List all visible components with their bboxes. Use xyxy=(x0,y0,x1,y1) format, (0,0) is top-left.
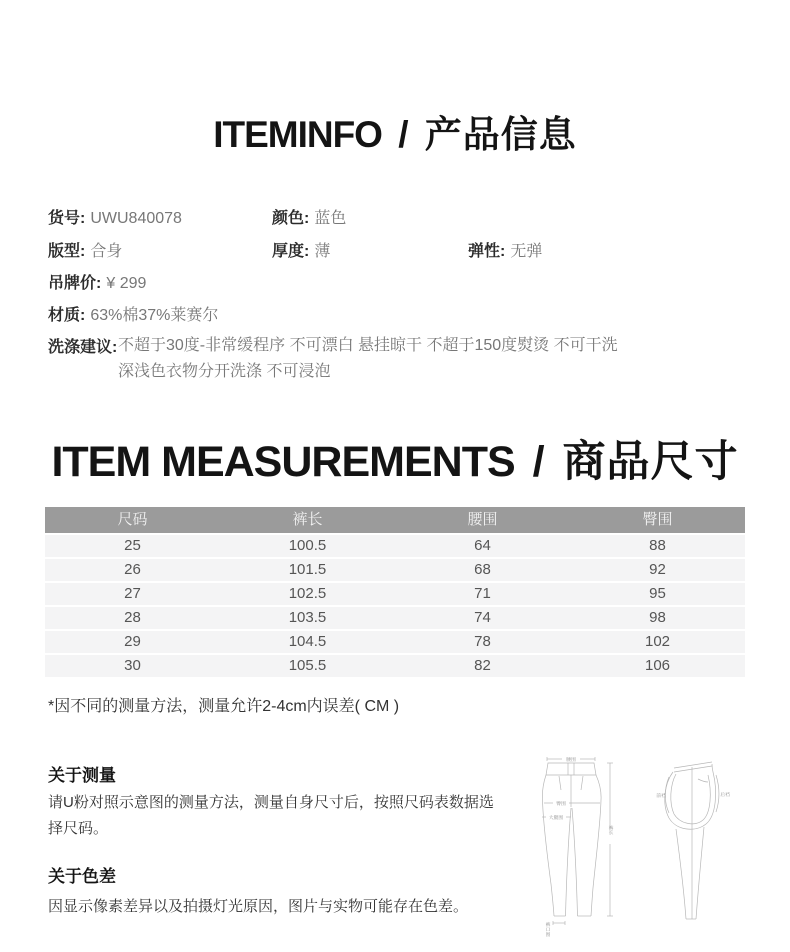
size-table xyxy=(45,507,745,677)
hip-label: 臀围 xyxy=(556,802,566,807)
cell-hip: 95 xyxy=(649,585,666,602)
cell-pant-length: 105.5 xyxy=(288,657,327,674)
cell-pant-length: 102.5 xyxy=(288,585,327,602)
about-color-heading: 关于色差 xyxy=(48,867,116,886)
field-elasticity-value: 无弹 xyxy=(510,243,543,260)
table-row xyxy=(45,655,745,677)
field-fit-label: 版型: xyxy=(48,243,86,260)
washing-line-1: 不超于30度-非常缓程序 不可漂白 悬挂晾干 不超于150度熨烫 不可干洗 xyxy=(118,337,618,354)
washing-line-2: 深浅色衣物分开洗涤 不可浸泡 xyxy=(118,363,331,380)
length-label: 裤长 xyxy=(607,825,613,835)
title-measurements-cn: 商品尺寸 xyxy=(562,438,739,486)
field-fit xyxy=(48,238,122,261)
front-rise-label: 前裆 xyxy=(656,794,666,799)
cell-hip: 98 xyxy=(649,609,666,626)
field-elasticity xyxy=(468,238,542,261)
pants-front-view-drawing xyxy=(542,756,613,938)
about-color-text: 因显示像素差异以及拍摄灯光原因，图片与实物可能存在色差。 xyxy=(48,898,469,915)
cell-waist: 68 xyxy=(474,561,491,578)
size-table-header-row xyxy=(45,507,745,533)
cell-size: 29 xyxy=(124,633,141,650)
table-row xyxy=(45,583,745,605)
hem-label: 裤口围 xyxy=(544,922,550,937)
cell-waist: 71 xyxy=(474,585,491,602)
size-table-header-hip: 臀围 xyxy=(642,511,673,528)
field-material-value: 63%棉37%莱赛尔 xyxy=(90,307,219,324)
cell-size: 27 xyxy=(124,585,141,602)
field-material-label: 材质: xyxy=(48,307,86,324)
field-item-no-label: 货号: xyxy=(48,210,86,227)
tolerance-note: *因不同的测量方法，测量允许2-4cm内误差( CM ) xyxy=(48,698,400,715)
field-color-value: 蓝色 xyxy=(314,210,347,227)
cell-pant-length: 101.5 xyxy=(288,561,327,578)
field-tag-price-label: 吊牌价: xyxy=(48,275,102,292)
about-measure-heading: 关于测量 xyxy=(48,766,116,785)
field-washing xyxy=(48,334,122,357)
cell-waist: 82 xyxy=(474,657,491,674)
about-measure-text: 请U粉对照示意图的测量方法，测量自身尺寸后，按照尺码表数据选择尺码。 xyxy=(48,794,494,837)
table-row xyxy=(45,535,745,557)
cell-size: 26 xyxy=(124,561,141,578)
table-row xyxy=(45,607,745,629)
field-item-no xyxy=(48,205,182,228)
field-thickness xyxy=(272,238,330,261)
field-color xyxy=(272,205,346,228)
field-washing-label: 洗涤建议: xyxy=(48,339,118,356)
title-info-cn: 产品信息 xyxy=(424,114,577,155)
cell-waist: 64 xyxy=(474,537,491,554)
size-table-header-pant-length: 裤长 xyxy=(292,511,323,528)
field-tag-price-value: ¥ 299 xyxy=(106,275,147,292)
cell-hip: 106 xyxy=(644,657,671,674)
field-thickness-label: 厚度: xyxy=(272,243,310,260)
cell-pant-length: 100.5 xyxy=(288,537,327,554)
field-washing-value xyxy=(118,333,718,385)
back-rise-label: 后裆 xyxy=(720,793,730,798)
title-measurements-en: ITEM MEASUREMENTS xyxy=(51,438,515,486)
cell-hip: 102 xyxy=(644,633,671,650)
field-elasticity-label: 弹性: xyxy=(468,243,506,260)
cell-pant-length: 104.5 xyxy=(288,633,327,650)
cell-size: 28 xyxy=(124,609,141,626)
field-material xyxy=(48,302,218,325)
field-color-label: 颜色: xyxy=(272,210,310,227)
size-table-header-size: 尺码 xyxy=(117,511,148,528)
cell-hip: 88 xyxy=(649,537,666,554)
cell-size: 30 xyxy=(124,657,141,674)
field-fit-value: 合身 xyxy=(90,243,123,260)
waist-label: 腰围 xyxy=(566,758,576,763)
field-tag-price xyxy=(48,270,146,293)
pants-measurement-diagram xyxy=(516,732,786,952)
cell-pant-length: 103.5 xyxy=(288,609,327,626)
thigh-label: 大腿围 xyxy=(548,816,564,821)
size-table-header-waist: 腰围 xyxy=(467,511,498,528)
table-row xyxy=(45,559,745,581)
title-measurements-separator: / xyxy=(532,438,545,486)
field-thickness-value: 薄 xyxy=(314,243,331,260)
cell-waist: 74 xyxy=(474,609,491,626)
cell-waist: 78 xyxy=(474,633,491,650)
page-title-item-info xyxy=(0,104,790,158)
field-item-no-value: UWU840078 xyxy=(90,210,182,227)
table-row xyxy=(45,631,745,653)
page-title-item-measurements xyxy=(0,428,790,489)
title-info-separator: / xyxy=(398,114,409,155)
pants-side-view-drawing xyxy=(656,762,730,919)
title-info-en: ITEMINFO xyxy=(213,114,382,155)
cell-hip: 92 xyxy=(649,561,666,578)
cell-size: 25 xyxy=(124,537,141,554)
